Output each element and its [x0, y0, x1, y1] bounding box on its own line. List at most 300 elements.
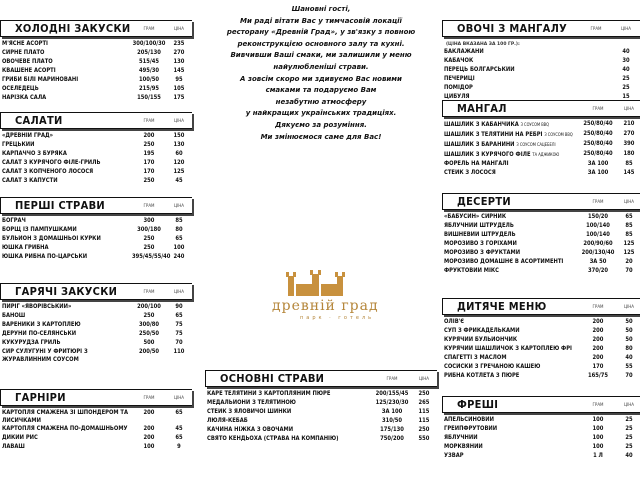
- section-header: [442, 396, 640, 413]
- item-name: СТЕЙК З ЛОСОСЯ: [444, 170, 496, 176]
- weight-column-header: ГРАМ: [386, 376, 398, 381]
- menu-item: [442, 416, 640, 425]
- greeting-line: найулюбленіші страви.: [273, 62, 369, 71]
- item-price: 60: [175, 151, 183, 157]
- item-name: КАРТОПЛЯ СМАЖЕНА ПО-ДОМАШНЬОМУ: [2, 426, 128, 432]
- item-list: [0, 129, 192, 186]
- item-price: 125: [623, 241, 635, 247]
- section-header: [442, 298, 640, 315]
- item-name: ШАШЛИК З КАБАНЧИКА: [444, 122, 519, 128]
- item-weight: 150/20: [587, 214, 609, 220]
- item-name: БАКЛАЖАНИ: [444, 49, 484, 55]
- item-weight: 250/80/40: [583, 121, 613, 127]
- section-main: [205, 370, 437, 444]
- greeting-line: Шановні гості,: [291, 5, 351, 13]
- item-weight: 200: [592, 319, 604, 325]
- section-salads: [0, 112, 192, 186]
- menu-item: [0, 434, 192, 443]
- weight-column-header: ГРАМ: [143, 203, 155, 208]
- weight-column-header: ГРАМ: [592, 199, 604, 204]
- item-name: БОРЩ ІЗ ПАМПУШКАМИ: [2, 227, 77, 233]
- item-weight: 100: [592, 417, 604, 423]
- menu-item: [442, 425, 640, 434]
- item-sauce-note: З СОУСОМ BBQ: [520, 122, 549, 127]
- item-name: МЕДАЛЬЙОНИ З ТЕЛЯТИНОЮ: [207, 400, 296, 406]
- item-list: [442, 117, 640, 178]
- price-column-header: ЦІНА: [623, 106, 635, 111]
- item-weight: 170: [143, 160, 155, 166]
- item-list: [442, 37, 640, 102]
- greeting-line: Ми змінюємося саме для Вас!: [260, 132, 382, 141]
- item-weight: 200/100: [137, 304, 161, 310]
- item-name: СТЕЙК З ЯЛОВИЧОЇ ШИНКИ: [207, 409, 292, 415]
- item-name: МОРОЗИВО З ФРУКТАМИ: [444, 250, 521, 256]
- weight-column-header: ГРАМ: [143, 395, 155, 400]
- item-name: ГРИБИ БІЛІ МАРИНОВАНІ: [2, 77, 79, 83]
- item-weight: 200: [143, 435, 155, 441]
- item-price: 210: [623, 121, 635, 127]
- item-price: 390: [623, 141, 635, 147]
- item-weight: 250: [143, 142, 155, 148]
- menu-item: [442, 336, 640, 345]
- section-first: [0, 197, 192, 262]
- item-name: ОСЕЛЕДЕЦЬ: [2, 86, 39, 92]
- section-hot: [0, 283, 192, 364]
- item-price: 30: [622, 58, 630, 64]
- item-price: 550: [418, 436, 430, 442]
- item-weight: 200/130/40: [581, 250, 615, 256]
- menu-item: [0, 40, 192, 49]
- item-list: [0, 300, 192, 364]
- item-name: ФРУКТОВИЙ МІКС: [444, 268, 500, 274]
- price-column-header: ЦІНА: [173, 26, 185, 31]
- section-title: ДИТЯЧЕ МЕНЮ: [457, 300, 547, 313]
- item-weight: 200: [592, 346, 604, 352]
- menu-item: [442, 84, 640, 93]
- menu-item: [0, 67, 192, 76]
- item-price: 250: [418, 427, 430, 433]
- item-weight: 170: [143, 169, 155, 175]
- item-list: [0, 406, 192, 452]
- item-name: ГРЕЦЬКИЙ: [2, 142, 35, 148]
- item-weight: 100: [143, 444, 155, 450]
- item-name: АПЕЛЬСИНОВИЙ: [444, 417, 494, 423]
- menu-item: [442, 354, 640, 363]
- menu-item: [205, 417, 437, 426]
- price-column-header: ЦІНА: [623, 304, 635, 309]
- greeting-line: у найкращих українських традиціях.: [245, 109, 397, 118]
- menu-item: [442, 240, 640, 249]
- item-weight: 200/50: [138, 349, 160, 355]
- section-title: ПЕРШІ СТРАВИ: [15, 199, 105, 212]
- menu-item: [205, 435, 437, 444]
- item-sauce-note: З СОУСОМ САЦЕБЕЛІ: [516, 142, 556, 147]
- menu-item: [0, 177, 192, 186]
- item-price: 25: [625, 426, 633, 432]
- item-name: МОРОЗИВО ДОМАШНЄ В АСОРТИМЕНТІ: [444, 259, 564, 265]
- item-weight: 200: [143, 133, 155, 139]
- item-name: ПЕРЕЦЬ БОЛГАРСЬКИЙ: [444, 67, 515, 73]
- item-name: СВЯТО КЕНДЬОХА (СТРАВА НА КОМПАНІЮ): [207, 436, 339, 442]
- item-price: 250: [418, 391, 430, 397]
- section-title: ДЕСЕРТИ: [457, 195, 511, 208]
- item-name: СПАГЕТТІ З МАСЛОМ: [444, 355, 507, 361]
- menu-item: [0, 141, 192, 150]
- item-weight: 395/45/55/40: [132, 254, 171, 260]
- item-price: 145: [173, 68, 185, 74]
- item-weight: 250: [143, 178, 155, 184]
- item-weight: 100/140: [586, 223, 610, 229]
- item-list: [205, 387, 437, 444]
- menu-item: [0, 49, 192, 58]
- item-name: НАРІЗКА САЛА: [2, 95, 47, 101]
- section-header: [442, 193, 640, 210]
- item-price: 115: [418, 409, 430, 415]
- item-price: 115: [418, 418, 430, 424]
- menu-item: [0, 159, 192, 168]
- item-name: ШАШЛИК З КУРЯЧОГО ФІЛЕ: [444, 152, 531, 158]
- item-name: КАРЕ ТЕЛЯТИНИ З КАРТОПЛЯНИМ ПЮРЕ: [207, 391, 331, 397]
- item-weight: 250: [143, 236, 155, 242]
- menu-item: [0, 303, 192, 312]
- item-price: 125: [623, 250, 635, 256]
- menu-item: [0, 409, 192, 425]
- weight-column-header: ГРАМ: [143, 26, 155, 31]
- item-price: 65: [175, 435, 183, 441]
- item-weight: 100/140: [586, 232, 610, 238]
- item-name: МОРОЗИВО З ГОРІХАМИ: [444, 241, 517, 247]
- weight-column-header: ГРАМ: [592, 304, 604, 309]
- item-price: 65: [625, 214, 633, 220]
- item-name: ЛАВАШ: [2, 444, 25, 450]
- section-header: [205, 370, 437, 387]
- greeting-line: ресторану «Древній Град», у зв'язку з повною: [226, 28, 416, 37]
- item-name: ЮШКА ГРИБНА: [2, 245, 49, 251]
- section-header: [0, 283, 192, 300]
- item-price: 85: [625, 223, 633, 229]
- menu-item: [0, 132, 192, 141]
- item-price: 65: [175, 236, 183, 242]
- item-price: 85: [175, 218, 183, 224]
- item-weight: 1 Л: [593, 453, 603, 459]
- item-price: 75: [175, 322, 183, 328]
- menu-item: [442, 363, 640, 372]
- price-column-header: ЦІНА: [173, 203, 185, 208]
- item-weight: 515/45: [138, 59, 160, 65]
- item-name: ДЕРУНИ ПО-СЕЛЯНСЬКИ: [2, 331, 77, 337]
- item-name: ЯБЛУЧНИЙ: [444, 435, 478, 441]
- menu-item: [0, 217, 192, 226]
- item-name: КАБАЧОК: [444, 58, 474, 64]
- item-price: 95: [175, 77, 183, 83]
- item-weight: 200: [592, 355, 604, 361]
- menu-item: [0, 253, 192, 262]
- item-weight: 205/130: [137, 50, 161, 56]
- item-weight: 495/30: [138, 68, 160, 74]
- weight-column-header: ГРАМ: [592, 402, 604, 407]
- section-title: ОВОЧІ З МАНГАЛУ: [457, 22, 568, 35]
- item-price: 50: [625, 328, 633, 334]
- item-price: 75: [175, 331, 183, 337]
- menu-item: [0, 168, 192, 177]
- menu-item: [0, 321, 192, 330]
- item-weight: ЗА 100: [587, 170, 609, 176]
- item-weight: 250: [143, 245, 155, 251]
- section-title: ФРЕШІ: [457, 398, 499, 411]
- item-weight: 100: [592, 435, 604, 441]
- item-name: ШАШЛИК З ТЕЛЯТИНИ НА РЕБРІ: [444, 132, 543, 138]
- menu-item: [442, 267, 640, 276]
- section-fresh: [442, 396, 640, 461]
- item-name: МОРКВЯНИЙ: [444, 444, 483, 450]
- item-name: «ДРЕВНІЙ ГРАД»: [2, 133, 54, 139]
- menu-item: [442, 130, 640, 140]
- item-price: 25: [625, 417, 633, 423]
- item-price: 80: [175, 227, 183, 233]
- menu-item: [0, 339, 192, 348]
- item-name: ДИКИЙ РИС: [2, 435, 38, 441]
- item-name: СУП З ФРИКАДЕЛЬКАМИ: [444, 328, 520, 334]
- item-name: ПИРІГ «ЯВОРІВСЬКИЙ»: [2, 304, 72, 310]
- menu-item: [442, 213, 640, 222]
- item-weight: 100: [592, 444, 604, 450]
- item-name: ОЛІВ'Є: [444, 319, 465, 325]
- item-name: ВАРЕНИКИ З КАРТОПЛЕЮ: [2, 322, 81, 328]
- item-name: СИРНЕ ПЛАТО: [2, 50, 45, 56]
- menu-item: [0, 425, 192, 434]
- item-price: 20: [625, 259, 633, 265]
- item-price: 175: [173, 95, 185, 101]
- item-name: КУРЯЧИЙ БУЛЬЙОНЧИК: [444, 337, 518, 343]
- greeting-line: смаками та подаруємо Вам: [265, 86, 377, 95]
- item-weight: 195: [143, 151, 155, 157]
- item-weight: 300/100/30: [132, 41, 166, 47]
- item-name: КУРЯЧИЙ ШАШЛИЧОК З КАРТОПЛЕЮ ФРІ: [444, 346, 572, 352]
- item-price: 55: [625, 364, 633, 370]
- menu-item: [0, 94, 192, 103]
- item-price: 85: [625, 232, 633, 238]
- weight-column-header: ГРАМ: [592, 106, 604, 111]
- greeting-line: Вивчивши Ваші смаки, ми залишили у меню: [230, 51, 412, 60]
- item-weight: 215/95: [138, 86, 160, 92]
- item-weight: 125/230/30: [375, 400, 409, 406]
- section-header: [0, 389, 192, 406]
- item-price: 45: [175, 178, 183, 184]
- logo-subtitle: парк · готель: [300, 315, 375, 321]
- greeting-line: незабутню атмосферу: [275, 97, 367, 106]
- menu-item: [442, 258, 640, 267]
- item-price: 15: [622, 94, 630, 100]
- section-garnish: [0, 389, 192, 452]
- item-name: ОВОЧЕВЕ ПЛАТО: [2, 59, 53, 65]
- menu-item: [442, 222, 640, 231]
- item-price: 40: [625, 355, 633, 361]
- item-weight: 300/80: [138, 322, 160, 328]
- item-weight: 200: [592, 337, 604, 343]
- item-price: 40: [625, 453, 633, 459]
- section-title: ОСНОВНІ СТРАВИ: [220, 372, 325, 385]
- section-title: ХОЛОДНІ ЗАКУСКИ: [15, 22, 131, 35]
- item-price: 180: [623, 151, 635, 157]
- item-weight: 170: [592, 364, 604, 370]
- item-name: КАЧИНА НІЖКА З ОВОЧАМИ: [207, 427, 294, 433]
- menu-item: [442, 434, 640, 443]
- item-price: 100: [173, 245, 185, 251]
- item-price: 270: [173, 50, 185, 56]
- item-price: 235: [173, 41, 185, 47]
- menu-item: [0, 150, 192, 159]
- item-name: СИР СУЛУГУНІ У ФРИТЮРІ З ЖУРАВЛИННИМ СОУСОМ: [2, 349, 88, 363]
- section-title: МАНГАЛ: [457, 102, 507, 115]
- item-name: БАНОШ: [2, 313, 26, 319]
- item-name: БОГРАЧ: [2, 218, 26, 224]
- item-name: ФОРЕЛЬ НА МАНГАЛІ: [444, 161, 509, 167]
- item-weight: ЗА 100: [587, 161, 609, 167]
- greeting-line: Ми раді вітати Вас у тимчасовій локації: [240, 16, 402, 25]
- menu-item: [442, 66, 640, 75]
- section-note: (ЦІНА ВКАЗАНА ЗА 100 ГР.):: [446, 42, 520, 47]
- item-name: СОСИСКИ З ГРЕЧАНОЮ КАШЕЮ: [444, 364, 541, 370]
- greeting-message: [205, 4, 437, 143]
- section-title: САЛАТИ: [15, 114, 63, 127]
- section-desserts: [442, 193, 640, 276]
- menu-item: [0, 244, 192, 253]
- item-name: ЯБЛУЧНИЙ ШТРУДЕЛЬ: [444, 223, 514, 229]
- menu-item: [442, 75, 640, 84]
- item-name: «БАБУСИН» СИРНИК: [444, 214, 507, 220]
- menu-item: [442, 57, 640, 66]
- item-price: 145: [623, 170, 635, 176]
- item-price: 240: [173, 254, 185, 260]
- menu-item: [0, 235, 192, 244]
- price-column-header: ЦІНА: [620, 26, 632, 31]
- item-name: ПЕЧЕРИЦІ: [444, 76, 475, 82]
- item-list: [442, 315, 640, 381]
- item-price: 85: [625, 161, 633, 167]
- section-cold: [0, 20, 192, 103]
- item-name: ГРЕЙПФРУТОВИЙ: [444, 426, 498, 432]
- item-sauce-note: З СОУСОМ BBQ: [544, 132, 573, 137]
- item-weight: 150/155: [137, 95, 161, 101]
- menu-item: [442, 327, 640, 336]
- item-name: ЛЮЛЯ-КЕБАБ: [207, 418, 248, 424]
- item-price: 120: [173, 160, 185, 166]
- item-weight: 200/155/45: [375, 391, 409, 397]
- item-weight: ЗА 50: [589, 259, 607, 265]
- item-weight: 300: [143, 218, 155, 224]
- greeting-line: реконструкцією основного залу та кухні.: [237, 39, 405, 48]
- item-name: САЛАТ З КОПЧЕНОГО ЛОСОСЯ: [2, 169, 94, 175]
- section-mangal: [442, 100, 640, 178]
- item-list: [0, 214, 192, 262]
- item-price: 25: [625, 435, 633, 441]
- menu-item: [0, 58, 192, 67]
- item-price: 70: [175, 340, 183, 346]
- item-price: 40: [622, 49, 630, 55]
- menu-item: [205, 408, 437, 417]
- item-price: 70: [625, 373, 633, 379]
- item-name: ЦИБУЛЯ: [444, 94, 470, 100]
- menu-item: [0, 330, 192, 339]
- item-price: 90: [175, 304, 183, 310]
- item-weight: 250/50: [138, 331, 160, 337]
- item-price: 265: [418, 400, 430, 406]
- logo-name: древній град: [272, 298, 379, 314]
- item-weight: 300/180: [137, 227, 161, 233]
- item-weight: 100/50: [138, 77, 160, 83]
- menu-item: [0, 443, 192, 452]
- item-weight: 370/20: [587, 268, 609, 274]
- item-name: ШАШЛИК З БАРАНИНИ: [444, 142, 515, 148]
- menu-item: [205, 426, 437, 435]
- item-name: КВАШЕНЕ АСОРТІ: [2, 68, 56, 74]
- menu-item: [442, 169, 640, 178]
- item-price: 25: [622, 85, 630, 91]
- item-price: 25: [622, 76, 630, 82]
- price-column-header: ЦІНА: [173, 395, 185, 400]
- weight-column-header: ГРАМ: [143, 289, 155, 294]
- item-price: 270: [623, 131, 635, 137]
- section-title: ГАРНІРИ: [15, 391, 66, 404]
- menu-item: [442, 318, 640, 327]
- item-name: ВИШНЕВИЙ ШТРУДЕЛЬ: [444, 232, 516, 238]
- menu-item: [442, 150, 640, 160]
- item-name: РИБНА КОТЛЕТА З ПЮРЕ: [444, 373, 520, 379]
- section-title: ГАРЯЧІ ЗАКУСКИ: [15, 285, 118, 298]
- item-name: ЮШКА РИБНА ПО-ЦАРСЬКИ: [2, 254, 88, 260]
- item-price: 25: [625, 444, 633, 450]
- price-column-header: ЦІНА: [623, 199, 635, 204]
- menu-item: [442, 120, 640, 130]
- item-name: КУКУРУДЗА ГРИЛЬ: [2, 340, 61, 346]
- item-price: 150: [173, 133, 185, 139]
- weight-column-header: ГРАМ: [143, 118, 155, 123]
- item-weight: 750/200: [380, 436, 404, 442]
- menu-item: [442, 443, 640, 452]
- item-weight: 250/80/40: [583, 131, 613, 137]
- item-weight: 200: [143, 410, 155, 416]
- item-name: М'ЯСНЕ АСОРТІ: [2, 41, 48, 47]
- item-price: 130: [173, 59, 185, 65]
- item-list: [442, 413, 640, 461]
- section-veg-grill: [442, 20, 640, 102]
- item-weight: 310/50: [381, 418, 403, 424]
- menu-item: [442, 231, 640, 240]
- item-price: 45: [175, 426, 183, 432]
- item-weight: 500: [143, 340, 155, 346]
- item-weight: 250/80/40: [583, 141, 613, 147]
- section-header: [442, 20, 640, 37]
- item-price: 105: [173, 86, 185, 92]
- item-price: 130: [173, 142, 185, 148]
- item-weight: 250/80/40: [583, 151, 613, 157]
- price-column-header: ЦІНА: [173, 289, 185, 294]
- item-name: КАРПАЧЧО З БУРЯКА: [2, 151, 67, 157]
- menu-item: [0, 312, 192, 321]
- price-column-header: ЦІНА: [418, 376, 430, 381]
- section-header: [0, 197, 192, 214]
- item-price: 125: [173, 169, 185, 175]
- menu-item: [0, 348, 192, 364]
- item-weight: 100: [592, 426, 604, 432]
- item-price: 50: [625, 337, 633, 343]
- section-kids: [442, 298, 640, 381]
- item-price: 80: [625, 346, 633, 352]
- price-column-header: ЦІНА: [623, 402, 635, 407]
- item-price: 70: [625, 268, 633, 274]
- section-header: [0, 112, 192, 129]
- item-list: [0, 37, 192, 103]
